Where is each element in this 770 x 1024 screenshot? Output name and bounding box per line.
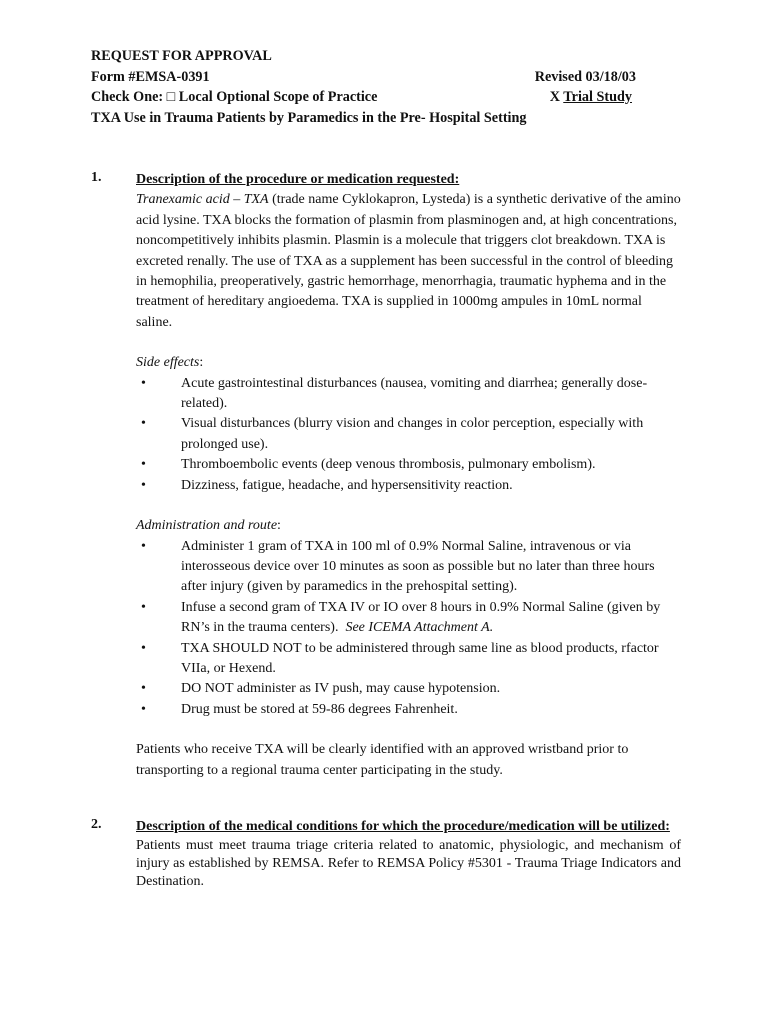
- drug-name: Tranexamic acid – TXA: [136, 192, 269, 208]
- trial-check-mark: X: [549, 89, 560, 105]
- revised-date: Revised 03/18/03: [534, 68, 636, 85]
- checkbox-icon: □: [166, 89, 176, 105]
- list-item: • Dizziness, fatigue, headache, and hypersensitivity reaction.: [136, 476, 681, 496]
- section-2-number: 2.: [91, 817, 102, 832]
- check-one-row: [91, 87, 636, 108]
- section-2-text: Patients must meet trauma triage criteria related to anatomic, physiologic, and mechanism of injury as established by REMSA. Refer to REMSA Policy #5301 - Trauma Triage Indicators and Destination.: [136, 838, 681, 890]
- form-subject: TXA Use in Trauma Patients by Paramedics in the Pre- Hospital Setting: [91, 109, 527, 126]
- bullet-icon: •: [141, 375, 146, 391]
- list-item: • Administer 1 gram of TXA in 100 ml of 0.9% Normal Saline, intravenous or via interosseous device over 10 minutes as soon as possible but no later than three hours after injury (given by paramedics in the prehospital setting).: [141, 538, 655, 595]
- list-item: • Acute gastrointestinal disturbances (nausea, vomiting and diarrhea; generally dose-related).: [141, 375, 648, 412]
- bullet-icon: •: [141, 538, 146, 554]
- check-one-left: [91, 87, 377, 108]
- drug-description: [136, 190, 681, 333]
- bullet-icon: •: [141, 599, 146, 615]
- list-item: • Thromboembolic events (deep venous thrombosis, pulmonary embolism).: [136, 455, 681, 475]
- form-header: [91, 46, 636, 128]
- trial-study-option: [550, 87, 632, 108]
- form-title: REQUEST FOR APPROVAL: [91, 48, 272, 64]
- check-one-label: Check One:: [91, 89, 164, 105]
- trial-study-label: Trial Study: [563, 89, 632, 105]
- form-number-row: [91, 67, 636, 88]
- administration-label: Administration and route: [136, 518, 278, 534]
- list-item: • TXA SHOULD NOT to be administered through same line as blood products, rfactor VIIa, or Hexend.: [141, 640, 659, 676]
- bullet-icon: •: [141, 681, 146, 697]
- list-item: • Drug must be stored at 59-86 degrees Fahrenheit.: [136, 700, 681, 720]
- list-item: • Infuse a second gram of TXA IV or IO over 8 hours in 0.9% Normal Saline (given by RN’s in the trauma centers). See ICEMA Attachment A.: [141, 599, 661, 636]
- bullet-icon: •: [141, 477, 146, 493]
- drug-description-text: (trade name Cyklokapron, Lysteda) is a synthetic derivative of the amino acid lysine. TXA blocks the formation of plasmin from plasminogen and, at high concentrations, noncompetitively inhibits plasmin. Plasmin is a molecule that triggers clot breakdown. TXA is excreted renally. The use of TXA as a supplement has been successful in the control of bleeding in hemophilia, preoperatively, gastric hemorrhage, menorrhagia, traumatic hyphema and in the treatment of hereditary angioedema. TXA is supplied in 1000mg ampules in 10mL normal saline.: [136, 192, 681, 330]
- local-scope-option: Local Optional Scope of Practice: [178, 89, 378, 105]
- wristband-note: Patients who receive TXA will be clearly identified with an approved wristband prior to transporting to a regional trauma center participating in the study.: [136, 742, 629, 778]
- bullet-icon: •: [141, 701, 146, 717]
- side-effects-list: [136, 374, 681, 496]
- attachment-reference: See ICEMA Attachment A.: [345, 620, 494, 636]
- bullet-icon: •: [141, 640, 146, 656]
- section-1-number: 1.: [91, 170, 102, 185]
- administration-list: [136, 537, 681, 721]
- administration-heading: Administration and route:: [136, 518, 281, 534]
- section-2: [91, 817, 681, 891]
- side-effects-heading: Side effects:: [136, 355, 204, 371]
- side-effects-label: Side effects: [136, 355, 200, 371]
- section-2-heading: Description of the medical conditions for which the procedure/medication will be utilized:: [136, 819, 670, 834]
- list-item: • Visual disturbances (blurry vision and changes in color perception, especially with prolonged use).: [141, 416, 644, 452]
- section-1-heading: Description of the procedure or medication requested:: [136, 172, 460, 187]
- list-item: • DO NOT administer as IV push, may cause hypotension.: [136, 679, 681, 699]
- bullet-icon: •: [141, 416, 146, 432]
- section-1: [91, 170, 681, 781]
- bullet-icon: •: [141, 457, 146, 473]
- form-number: Form #EMSA-0391: [91, 68, 210, 85]
